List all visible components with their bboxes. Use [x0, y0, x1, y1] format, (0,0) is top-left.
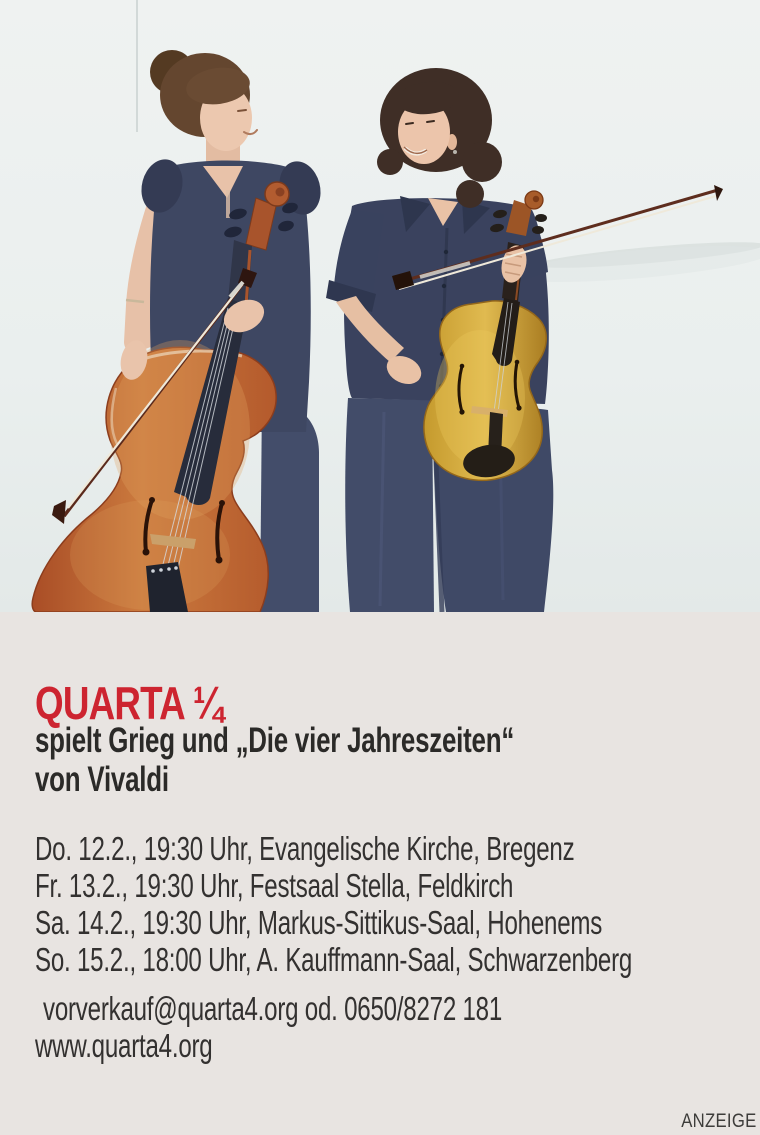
ad-info-panel [0, 612, 760, 1135]
violinist-eye [406, 123, 413, 124]
subtitle-line-2: von Vivaldi [35, 760, 169, 799]
subtitle-line-1: spielt Grieg und „Die vier Jahreszeiten“ [35, 721, 515, 760]
violin-peg [532, 226, 544, 234]
violin-peg [535, 214, 547, 222]
advert-label: ANZEIGE [681, 1111, 757, 1132]
ticket-contact: vorverkauf@quarta4.org od. 0650/8272 181 [43, 990, 503, 1027]
hair-curl [377, 149, 403, 175]
event-item-1: Do. 12.2., 19:30 Uhr, Evangelische Kirche, Bregenz [35, 830, 575, 867]
violinist-eye [427, 121, 434, 122]
event-item-4: So. 15.2., 18:00 Uhr, A. Kauffmann-Saal, Schwarzenberg [35, 941, 633, 978]
ensemble-title: QUARTA ¼ [35, 676, 223, 729]
event-item-2: Fr. 13.2., 19:30 Uhr, Festsaal Stella, Feldkirch [35, 867, 514, 904]
ad-subtitle [35, 721, 514, 799]
violin-scroll-eye [533, 196, 539, 202]
violinist-trouser-left [345, 398, 434, 612]
event-item-3: Sa. 14.2., 19:30 Uhr, Markus-Sittikus-Saal, Hohenems [35, 904, 603, 941]
event-list [35, 830, 632, 978]
hair-curl [456, 180, 484, 208]
earring [453, 150, 457, 154]
cello-scroll-eye [276, 188, 285, 197]
hair-curl [462, 142, 502, 182]
cellist-eye [238, 110, 246, 111]
website-url: www.quarta4.org [35, 1027, 213, 1064]
